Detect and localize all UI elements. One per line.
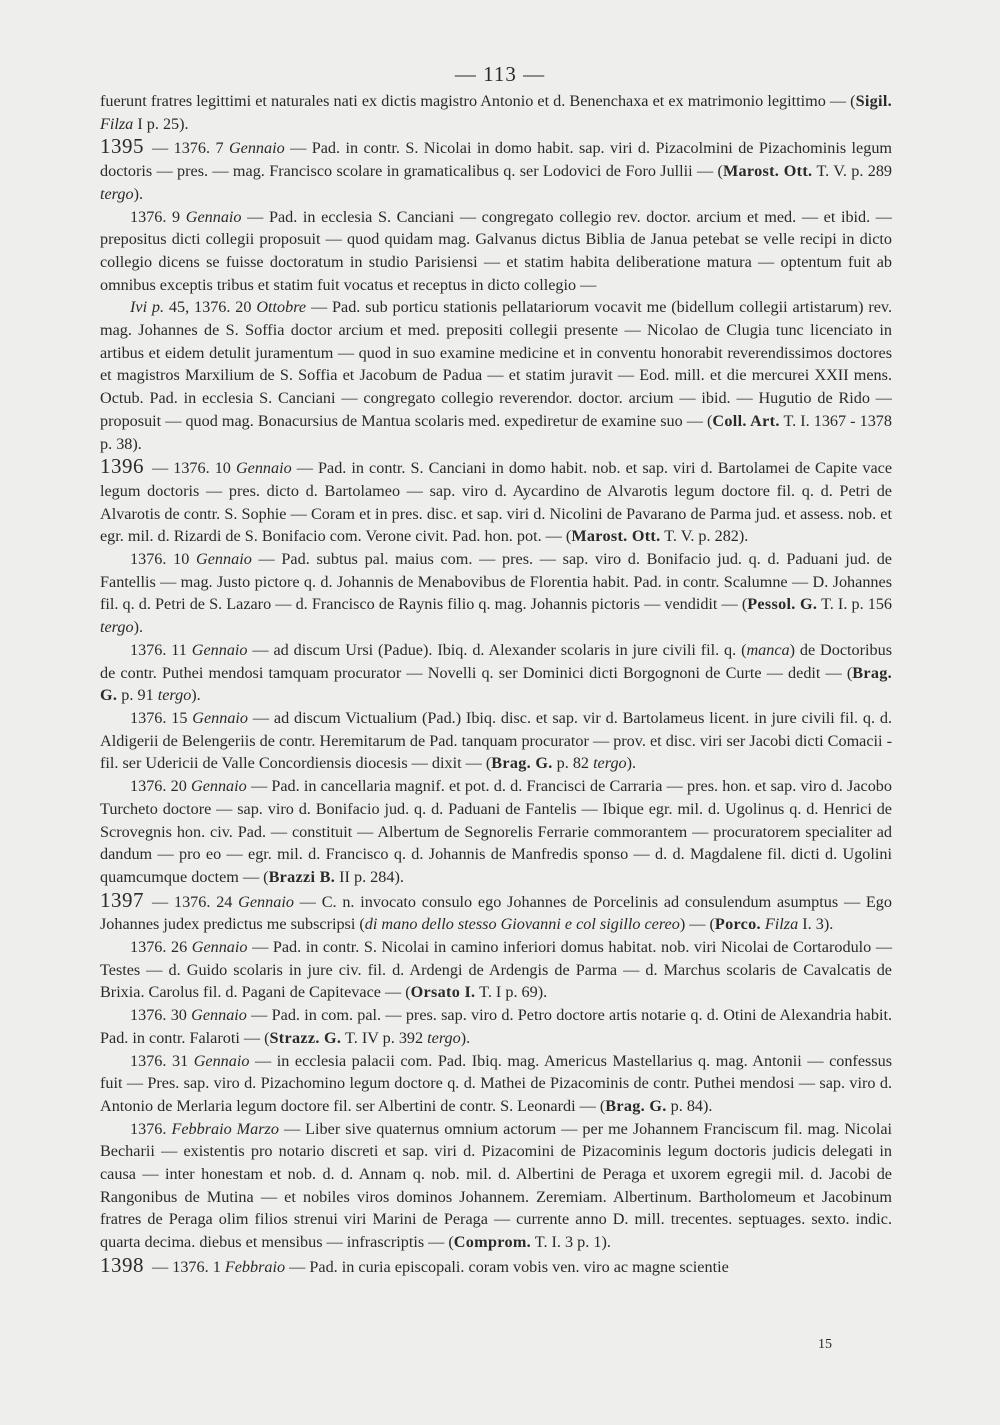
italic-run: di mano dello stesso Giovanni e col sigillo cereo — [364, 915, 680, 934]
text-run: — Pad. in contr. S. Nicolai in camino inferiori domus habitat. nob. viri Nicolai de Cortarodulo — Testes — d. Guido scolaris in jure civ. fil. d. Ardengi de Ardengis de Parma — d. Marchus scolaris de Cavalcatis de Brixia. Carolus fil. d. Pagani de Capitevace — ( — [100, 938, 893, 1002]
month-label: Gennaio — [191, 777, 247, 796]
month-label: Febbraio — [224, 1257, 286, 1276]
paragraph — [100, 707, 892, 775]
paragraph — [100, 775, 892, 889]
entry-number: 1395 — [100, 134, 144, 159]
month-label: Gennaio — [238, 892, 294, 911]
source-ref: Comprom. — [453, 1233, 531, 1252]
italic-run: Ivi p. — [130, 298, 165, 317]
text-run: p. 91 — [117, 686, 158, 705]
entry-1398 — [100, 1254, 892, 1279]
text-run: p. 82 — [552, 754, 594, 773]
source-ref: Porco. — [714, 915, 761, 934]
month-label: Gennaio — [191, 640, 248, 659]
source-ref: Brazzi B. — [268, 867, 336, 886]
entry-1396 — [100, 455, 892, 548]
month-label: Gennaio — [196, 550, 252, 569]
text-run: — 1376. 10 — [152, 459, 236, 478]
text-run: II p. 284). — [335, 867, 404, 886]
text-run: ). — [133, 618, 144, 637]
text-run: 1376. 20 — [130, 777, 191, 796]
text-run: T. V. p. 282). — [660, 527, 749, 546]
source-ref: Marost. Ott. — [571, 527, 661, 546]
text-run: ). — [133, 184, 144, 203]
text-run: — 1376. 24 — [152, 892, 239, 911]
text-run: 1376. 11 — [130, 640, 192, 659]
italic-run: tergo — [100, 184, 134, 203]
text-run: — 1376. 1 — [152, 1257, 225, 1276]
entry-1397 — [100, 889, 892, 936]
text-run: 45, 1376. 20 — [164, 298, 257, 317]
paragraph — [100, 1050, 892, 1118]
source-ref: Sigil. — [855, 92, 892, 110]
paragraph — [100, 548, 892, 639]
source-ref: Strazz. G. — [269, 1028, 342, 1047]
source-ref: Pessol. G. — [747, 595, 818, 614]
text-run: 1376. 31 — [130, 1051, 194, 1070]
italic-run: tergo — [593, 754, 627, 773]
text-run: ) de Doctoribus de contr. Puthei mendosi tamquam procurator — Novelli q. ser Dominici dicti Borgognoni de Curte — dedit — ( — [100, 640, 892, 682]
paragraph-continuation — [100, 90, 892, 135]
text-run: — Liber sive quaternus omnium actorum — per me Johannem Franciscum fil. mag. Nicolai Becharii — existentis pro notario discreti et sap. viri d. Pizacomini de Pizacominis legum doctoris judicis delegati in causa — inter honestam et nob. d. d. Annam q. nob. mil. d. Albertini de Peraga et uxorem egregii mil. d. Jacobi de Rangonibus de Mutina — et nobiles viros dominos Johannem. Zeremiam. Albertinum. Bartholomeum et Jacobinum fratres de Peraga olim filios strenui viri Marini de Peraga — currente anno D. mill. trecentes. septuages. sexto. indic. quarta decima. diebus et mensibus — infrascriptis — ( — [100, 1119, 893, 1252]
text-run: 1376. 10 — [130, 550, 197, 569]
source-ref: Brag. G. — [491, 754, 553, 773]
signature-mark: 15 — [818, 1337, 832, 1352]
month-label: Febbraio Marzo — [171, 1119, 279, 1138]
paragraph — [100, 296, 892, 455]
month-label: Gennaio — [185, 207, 242, 226]
paragraph — [100, 1118, 892, 1254]
text-run: ) — ( — [679, 915, 715, 934]
italic-run: Filza — [100, 114, 134, 133]
entry-number: 1396 — [100, 454, 144, 479]
paragraph — [100, 639, 892, 707]
text-run: — C. n. invocato consulo ego Johannes de Porcelinis ad consulendum asumptus — Ego Johannes judex predictus me subscripsi ( — [100, 892, 892, 934]
source-ref: Coll. Art. — [712, 411, 780, 430]
text-run: 1376. 9 — [130, 207, 186, 226]
text-run: ). — [191, 686, 201, 705]
text-run: — Pad. in ecclesia S. Canciani — congregato collegio rev. doctor. arcium et med. — et ibid. — prepositus dicti collegii proposuit — quod quidam mag. Galvanus dictus Biblia de Janua petebat se velle recipi in dicto collegio dicens se fuisse doctoratum in studio Parisiensi — et statim habita deliberatione matura — optentum fuit ab omnibus exceptis tribus et statim fuit vocatus et receptus in dicto collegio — — [100, 207, 892, 294]
italic-run: tergo — [100, 618, 134, 637]
text-run: — in ecclesia palacii com. Pad. Ibiq. mag. Americus Mastellarius q. mag. Antonii — confessus fuit — Pres. sap. viro d. Pizachomino legum doctore q. d. Mathei de Pizacominis de contr. Puthei mendosi — sap. viro d. Antonio de Merlaria legum doctore fil. ser Albertini de contr. S. Leonardi — ( — [100, 1051, 893, 1115]
text-run: — Pad. in contr. S. Canciani in domo habit. nob. et sap. viri d. Bartolamei de Capite vace legum doctoris — pres. dicto d. Bartolameo — sap. viro d. Aycardino de Alvarotis legum doctore fil. q. d. Petri de Alvarotis de contr. S. Sophie — Coram et in pres. disc. et sap. viri d. Nicolini de Pavarano de Parma jud. et assess. nob. et egr. mil. d. Rizardi de S. Bonifacio com. Verone civit. Pad. hon. pot. — ( — [100, 459, 893, 546]
text-run: T. V. p. 289 — [812, 162, 893, 181]
text-run: — ad discum Victualium (Pad.) Ibiq. disc. et sap. vir d. Bartolameus licent. in jure civili fil. q. d. Aldigerii de Belengeriis de contr. Heremitarum de Pad. tanquam procurator — prov. et disc. viri ser Jacobi dicti Comacii - fil. ser Udericii de Valle Concordiensis diocesis — dixit — ( — [100, 708, 892, 773]
italic-run: manca — [746, 640, 790, 659]
text-run: T. I. p. 156 — [817, 595, 893, 614]
month-label: Gennaio — [191, 938, 248, 957]
text-run: I. 3). — [798, 915, 834, 934]
month-label: Ottobre — [256, 298, 307, 317]
document-body — [100, 90, 892, 1279]
text-run: T. IV p. 392 — [341, 1028, 428, 1047]
italic-run: tergo — [427, 1028, 461, 1047]
month-label: Gennaio — [193, 1051, 250, 1070]
text-run: 1376. — [130, 1119, 172, 1138]
source-ref: Brag. G. — [605, 1096, 667, 1115]
month-label: Gennaio — [191, 1006, 247, 1025]
paragraph — [100, 936, 892, 1004]
page-number: — 113 — — [454, 62, 546, 86]
month-label: Gennaio — [235, 459, 292, 478]
text-run: ). — [460, 1028, 471, 1047]
source-ref: Orsato I. — [410, 983, 476, 1002]
italic-run: tergo — [157, 686, 192, 705]
text-run: T. I. 3 p. 1). — [531, 1233, 611, 1252]
italic-run: Filza — [764, 915, 799, 934]
text-run: — Pad. in curia episcopali. coram vobis ven. viro ac magne scientie — [285, 1257, 729, 1276]
text-run: — Pad. in cancellaria magnif. et pot. d. d. Francisci de Carraria — pres. hon. et sap. viro d. Jacobo Turcheto doctore — sap. viro d. Bonifacio jud. q. d. Paduani de Fantelis — Ibique egr. mil. d. Ugolinus q. d. Henrici de Scrovegnis hon. civ. Pad. — constituit — Albertum de Segnorelis Ferrarie commorantem — procuratorem specialiter ad dandum — pro eo — egr. mil. d. Francisco q. d. Johannis de Manfredis sponso — d. d. Magdalene fil. dicti d. Ugolini quamcumque doctem — ( — [100, 777, 892, 886]
text-run: — 1376. 7 — [152, 139, 229, 158]
month-label: Gennaio — [228, 139, 285, 158]
text-run: — ad discum Ursi (Padue). Ibiq. d. Alexander scolaris in jure civili fil. q. ( — [247, 640, 747, 659]
text-run: 1376. 15 — [130, 708, 193, 727]
text-run: 1376. 26 — [130, 938, 192, 957]
text-run: I p. 25). — [133, 114, 189, 133]
text-run: p. 84). — [666, 1096, 713, 1115]
source-ref: Marost. Ott. — [722, 162, 813, 181]
text-run: — Pad. in contr. S. Nicolai in domo habit. sap. viri d. Pizacolmini de Pizachominis legum doctoris — pres. — mag. Francisco scolare in gramaticalibus q. ser Lodovici de Foro Jullii — ( — [100, 139, 893, 181]
text-run: ). — [626, 754, 637, 773]
entry-number: 1397 — [100, 887, 144, 912]
text-run: 1376. 30 — [130, 1006, 192, 1025]
text-run: — Pad. in com. pal. — pres. sap. viro d. Petro doctore artis notarie q. d. Otini de Alexandria habit. Pad. in contr. Falaroti — ( — [100, 1006, 892, 1047]
text-run: — Pad. sub porticu stationis pellatariorum vocavit me (bidellum collegii artistarum) rev. mag. Johannes de S. Soffia doctor arcium et med. prepositi collegii presente — Nicolao de Clugia tunc licenciato in artibus et eidem detulit juramentum — quod in suo examine medicine et in conventu honorabit reverendissimos doctores et magistros Marxilium de S. Soffia et Jacobum de Padua — et statim juravit — Eod. mill. et die mercurei XXII mens. Octub. Pad. in ecclesia S. Canciani — congregato collegio reverendor. doctor. arcium — ibid. — Hugutio de Rido — proposuit — quod mag. Bonacursius de Mantua scolaris med. expediretur de examine suo — ( — [100, 298, 893, 430]
month-label: Gennaio — [192, 708, 249, 727]
text-run: fuerunt fratres legittimi et naturales nati ex dictis magistro Antonio et d. Benenchaxa et ex matrimonio legittimo — ( — [100, 92, 856, 110]
text-run: T. I. 1367 - 1378 p. 38). — [100, 411, 892, 453]
text-run: T. I p. 69). — [475, 983, 548, 1002]
entry-number: 1398 — [100, 1252, 144, 1277]
paragraph — [100, 1004, 892, 1049]
text-run: — Pad. subtus pal. maius com. — pres. — sap. viro d. Bonifacio jud. q. d. Paduani jud. de Fantellis — mag. Justo pictore q. d. Johannis de Menabovibus de Florentia habit. Pad. in contr. Scalumne — D. Johannes fil. q. d. Petri de S. Lazaro — d. Francisco de Raynis filio q. mag. Johannis pictoris — vendidit — ( — [100, 550, 892, 614]
source-ref: Brag. G. — [100, 663, 892, 705]
entry-1395 — [100, 135, 892, 205]
paragraph — [100, 206, 892, 297]
